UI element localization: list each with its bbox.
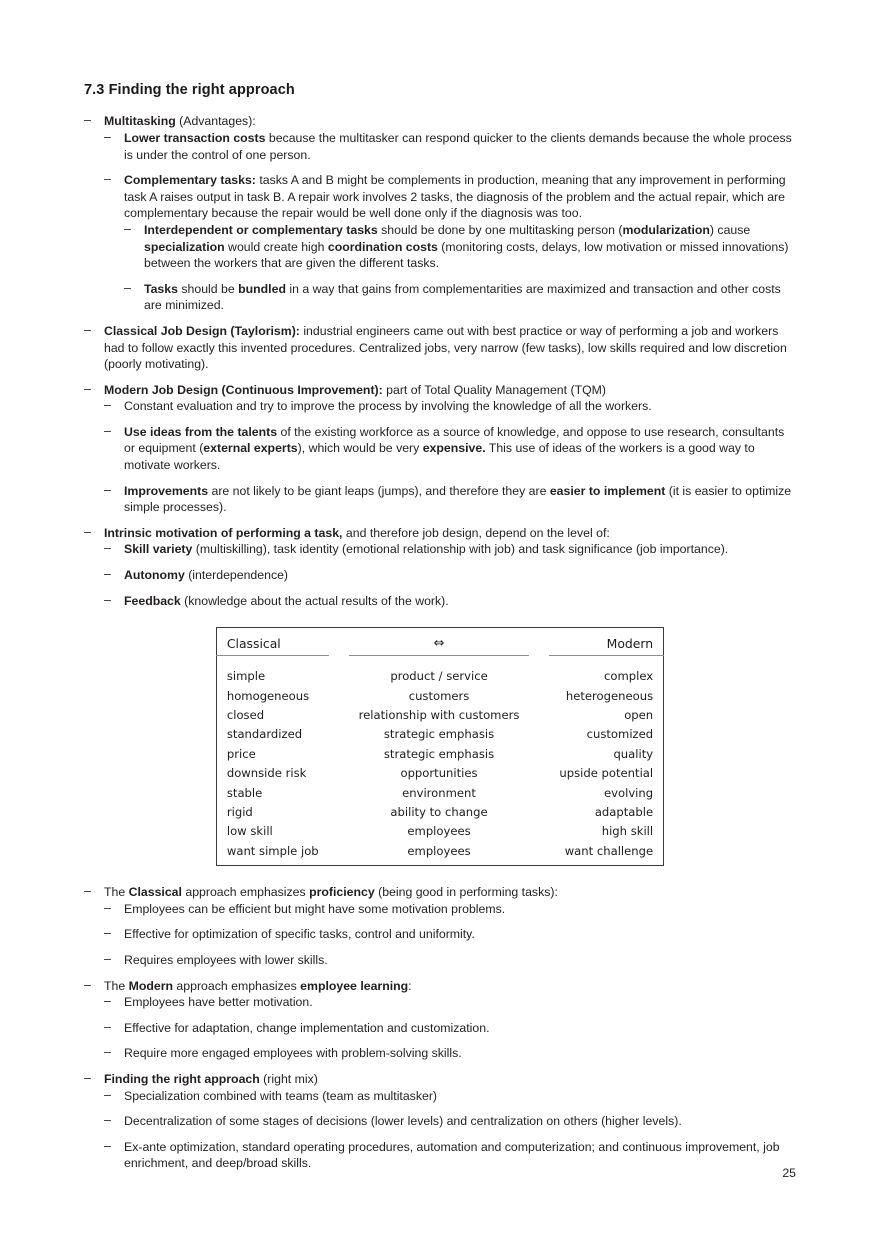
header-spacer-left <box>329 628 349 656</box>
table-row <box>216 803 663 822</box>
dash-bullet-icon <box>84 884 96 897</box>
table-top-gap <box>216 656 663 668</box>
lower-transaction-costs-text <box>124 130 796 163</box>
approaches-list <box>84 884 796 1172</box>
cell-dimension: strategic emphasis <box>383 727 495 742</box>
table-row <box>216 687 663 706</box>
autonomy-text: Autonomy (interdependence) <box>124 568 289 583</box>
cell-classical: price <box>226 746 256 761</box>
lower-transaction-costs-label: Lower transaction costs <box>124 130 266 145</box>
classical-job-design-label: Classical Job Design (Taylorism): <box>104 323 300 338</box>
finding-right-approach-text: Finding the right approach (right mix) <box>104 1072 318 1087</box>
cell-modern: heterogeneous <box>565 688 654 703</box>
cell-classical: low skill <box>226 824 273 839</box>
dash-bullet-icon <box>84 113 96 126</box>
intrinsic-motivation-label: Intrinsic motivation of performing a task, <box>104 525 343 540</box>
table-row <box>216 725 663 744</box>
cell-modern: adaptable <box>594 805 654 820</box>
dash-bullet-icon <box>104 1139 116 1152</box>
finding-right-approach-sub-item-text: Specialization combined with teams (team as multitasker) <box>124 1088 438 1103</box>
cell-dimension: product / service <box>390 669 488 684</box>
classical-job-design-body: industrial engineers came out with best practice or way of performing a job and workers had to follow exactly this invented procedures. Centralized jobs, very narrow (few tasks), low skills required and low discretion (poorly motivating). <box>104 323 787 372</box>
feedback-label: Feedback <box>124 593 181 608</box>
classical-approach-sub-item-text: Effective for optimization of specific tasks, control and uniformity. <box>124 927 475 942</box>
finding-right-approach-sub-item-text: Ex-ante optimization, standard operating procedures, automation and computerization; and continuous improvement, job enrichment, and deep/broad skills. <box>124 1139 780 1171</box>
cell-classical: downside risk <box>226 766 307 781</box>
dash-bullet-icon <box>104 952 116 965</box>
cell-spacer <box>329 687 349 706</box>
modern-approach-sub-item <box>104 1020 796 1037</box>
dash-bullet-icon <box>104 994 116 1007</box>
dash-bullet-icon <box>84 382 96 395</box>
cell-spacer <box>529 745 549 764</box>
list-item-classical-approach <box>84 884 796 968</box>
autonomy-label: Autonomy <box>124 568 185 583</box>
external-experts-term: external experts <box>203 441 298 456</box>
list-item-classical-job-design <box>84 323 796 373</box>
classical-approach-sub-item-text: Requires employees with lower skills. <box>124 953 328 968</box>
complementary-tasks-body: tasks A and B might be complements in production, meaning that any improvement in performing task A raises output in task B. A repair work involves 2 tasks, the diagnosis of the problem and the actual repair, which are complementary because the repair would be well done only if the diagnosis was too. <box>124 173 786 221</box>
table-row <box>216 764 663 783</box>
table-row <box>216 784 663 803</box>
cell-spacer <box>529 842 549 866</box>
cell-spacer <box>529 725 549 744</box>
classical-job-design-text <box>104 323 796 373</box>
interdependent-tasks-text: Interdependent or complementary tasks should be done by one multitasking person (modularization) cause specialization would create high coordination costs (monitoring costs, delays, low motivation or missed innovations) between the workers that are given the different tasks. <box>144 222 789 271</box>
dash-bullet-icon <box>104 901 116 914</box>
cell-modern: evolving <box>604 785 654 800</box>
cell-dimension: employees <box>407 824 471 839</box>
coordination-costs-term: coordination costs <box>327 239 438 254</box>
modern-approach-sub-item-text: Employees have better motivation. <box>124 995 313 1010</box>
intrinsic-motivation-text <box>104 525 796 542</box>
list-item-tasks-bundled <box>124 281 796 314</box>
dash-bullet-icon <box>84 525 96 538</box>
modern-job-design-sublist <box>104 398 796 516</box>
dash-bullet-icon <box>104 593 116 606</box>
cell-spacer <box>529 784 549 803</box>
multitasking-text <box>104 113 796 130</box>
left-right-double-arrow-icon: ⇔ <box>433 636 445 652</box>
modern-job-design-text <box>104 382 796 399</box>
use-ideas-label: Use ideas from the talents <box>124 424 278 439</box>
classical-approach-sub-item <box>104 901 796 918</box>
finding-right-approach-sub-item <box>104 1139 796 1172</box>
comparison-table-body <box>216 656 663 866</box>
dash-bullet-icon <box>104 1045 116 1058</box>
dash-bullet-icon <box>104 926 116 939</box>
proficiency-term: proficiency <box>309 885 375 900</box>
dash-bullet-icon <box>104 1088 116 1101</box>
multitasking-label: Multitasking <box>104 114 176 129</box>
complementary-tasks-label: Complementary tasks: <box>124 173 256 188</box>
multitasking-sublist <box>104 130 796 314</box>
dash-bullet-icon <box>104 483 116 496</box>
dash-bullet-icon <box>104 1113 116 1126</box>
cell-classical: stable <box>226 785 263 800</box>
classical-approach-sub-item <box>104 926 796 943</box>
dash-bullet-icon <box>124 222 136 235</box>
cell-spacer <box>329 725 349 744</box>
cell-dimension: opportunities <box>400 766 478 781</box>
cell-spacer <box>529 822 549 841</box>
cell-modern: customized <box>586 727 654 742</box>
modern-approach-sub-item <box>104 1045 796 1062</box>
modern-term: Modern <box>128 978 174 993</box>
finding-right-approach-sub-item-text: Decentralization of some stages of decisions (lower levels) and centralization on others (higher levels). <box>124 1114 682 1129</box>
cell-spacer <box>329 745 349 764</box>
table-header-row <box>216 628 663 656</box>
cell-spacer <box>529 803 549 822</box>
dash-bullet-icon <box>104 1020 116 1033</box>
cell-spacer <box>329 842 349 866</box>
use-ideas-text: Use ideas from the talents of the existing workforce as a source of knowledge, and oppose to use research, consultants or equipment (external experts), which would be very expensive. This use of ideas of the workers is a good way to motivate workers. <box>124 424 785 473</box>
dash-bullet-icon <box>104 398 116 411</box>
modern-approach-text: The Modern approach emphasizes employee learning: <box>104 978 412 993</box>
complementary-tasks-text <box>124 172 796 222</box>
finding-right-approach-label: Finding the right approach <box>104 1072 260 1087</box>
skill-variety-label: Skill variety <box>124 542 193 557</box>
comparison-table <box>216 627 664 866</box>
cell-spacer <box>529 706 549 725</box>
dash-bullet-icon <box>84 978 96 991</box>
list-item-autonomy <box>104 567 796 584</box>
page-content <box>84 82 796 1181</box>
list-item-multitasking <box>84 113 796 314</box>
cell-spacer <box>329 764 349 783</box>
finding-right-approach-sub-item <box>104 1113 796 1130</box>
table-row <box>216 667 663 686</box>
column-header-modern: Modern <box>549 628 663 656</box>
cell-classical: want simple job <box>226 843 319 858</box>
column-header-dimension <box>349 628 530 656</box>
dash-bullet-icon <box>84 323 96 336</box>
employee-learning-term: employee learning <box>300 978 409 993</box>
cell-classical: standardized <box>226 727 303 742</box>
modern-approach-sub-item <box>104 994 796 1011</box>
cell-dimension: strategic emphasis <box>383 746 495 761</box>
cell-modern: open <box>624 708 654 723</box>
cell-spacer <box>529 764 549 783</box>
classical-approach-sub-item <box>104 952 796 969</box>
cell-dimension: customers <box>408 688 470 703</box>
cell-modern: quality <box>613 746 654 761</box>
dash-bullet-icon <box>124 281 136 294</box>
cell-modern: high skill <box>601 824 654 839</box>
cell-modern: upside potential <box>559 766 654 781</box>
dash-bullet-icon <box>104 541 116 554</box>
cell-dimension: employees <box>407 843 471 858</box>
cell-dimension: environment <box>402 785 476 800</box>
modern-job-design-body: part of Total Quality Management (TQM) <box>382 382 606 397</box>
modern-approach-sublist <box>104 994 796 1062</box>
list-item-modern-job-design <box>84 382 796 516</box>
cell-spacer <box>329 803 349 822</box>
list-item-interdependent-tasks <box>124 222 796 272</box>
dash-bullet-icon <box>104 424 116 437</box>
table-row <box>216 745 663 764</box>
cell-spacer <box>329 822 349 841</box>
list-item-lower-transaction-costs <box>104 130 796 163</box>
multitasking-suffix: (Advantages): <box>175 114 256 129</box>
improvements-text: Improvements are not likely to be giant leaps (jumps), and therefore they are easier to implement (it is easier to optimize simple processes). <box>124 483 792 515</box>
classical-approach-sub-item-text: Employees can be efficient but might have some motivation problems. <box>124 901 506 916</box>
modern-approach-sub-item-text: Require more engaged employees with problem-solving skills. <box>124 1046 462 1061</box>
dash-bullet-icon <box>84 1071 96 1084</box>
finding-right-approach-sublist <box>104 1088 796 1172</box>
cell-spacer <box>529 667 549 686</box>
constant-evaluation-text: Constant evaluation and try to improve the process by involving the knowledge of all the workers. <box>124 399 652 414</box>
cell-modern: want challenge <box>564 843 654 858</box>
interdependent-tasks-label: Interdependent or complementary tasks <box>144 222 378 237</box>
cell-classical: closed <box>226 708 265 723</box>
modern-job-design-label: Modern Job Design (Continuous Improvement): <box>104 382 383 397</box>
page-number: 25 <box>782 1166 796 1180</box>
finding-right-approach-sub-item <box>104 1088 796 1105</box>
list-item-intrinsic-motivation <box>84 525 796 609</box>
table-row <box>216 842 663 866</box>
table-row <box>216 822 663 841</box>
list-item-use-ideas <box>104 424 796 474</box>
classical-term: Classical <box>128 885 182 900</box>
cell-classical: homogeneous <box>226 688 310 703</box>
list-item-finding-right-approach <box>84 1071 796 1172</box>
cell-spacer <box>529 687 549 706</box>
improvements-label: Improvements <box>124 483 209 498</box>
cell-spacer <box>329 706 349 725</box>
classical-approach-sublist <box>104 901 796 969</box>
page-title: 7.3 Finding the right approach <box>84 82 295 98</box>
expensive-term: expensive. <box>422 441 486 456</box>
cell-classical: rigid <box>226 805 253 820</box>
classical-approach-text: The Classical approach emphasizes proficiency (being good in performing tasks): <box>104 885 558 900</box>
lower-transaction-costs-body: because the multitasker can respond quicker to the clients demands because the whole process is under the control of one person. <box>124 130 792 162</box>
list-item-complementary-tasks <box>104 172 796 314</box>
list-item-improvements <box>104 483 796 516</box>
bundled-term: bundled <box>238 281 286 296</box>
feedback-text: Feedback (knowledge about the actual results of the work). <box>124 593 449 608</box>
cell-modern: complex <box>603 669 654 684</box>
list-item-constant-evaluation <box>104 398 796 415</box>
list-item-modern-approach <box>84 978 796 1062</box>
cell-classical: simple <box>226 669 266 684</box>
modern-approach-sub-item-text: Effective for adaptation, change implementation and customization. <box>124 1020 490 1035</box>
complementary-tasks-sublist <box>124 222 796 314</box>
column-header-classical: Classical <box>216 628 328 656</box>
tasks-bundled-text: Tasks should be bundled in a way that gains from complementarities are maximized and transaction and other costs are minimized. <box>144 281 781 313</box>
classical-modern-comparison <box>84 627 796 866</box>
comparison-table-head <box>216 628 663 656</box>
intrinsic-motivation-sublist <box>104 541 796 609</box>
cell-spacer <box>329 784 349 803</box>
modularization-term: modularization <box>622 222 710 237</box>
skill-variety-text: Skill variety (multiskilling), task identity (emotional relationship with job) and task significance (job importance). <box>124 542 729 557</box>
easier-to-implement-term: easier to implement <box>549 483 666 498</box>
header-spacer-right <box>529 628 549 656</box>
dash-bullet-icon <box>104 567 116 580</box>
tasks-term: Tasks <box>144 281 178 296</box>
table-row <box>216 706 663 725</box>
cell-spacer <box>329 667 349 686</box>
dash-bullet-icon <box>104 172 116 185</box>
specialization-term: specialization <box>144 239 225 254</box>
list-item-feedback <box>104 593 796 610</box>
cell-dimension: relationship with customers <box>358 708 520 723</box>
dash-bullet-icon <box>104 130 116 143</box>
intrinsic-motivation-body: and therefore job design, depend on the level of: <box>342 525 610 540</box>
list-item-skill-variety <box>104 541 796 558</box>
top-level-list <box>84 113 796 609</box>
cell-dimension: ability to change <box>390 805 488 820</box>
